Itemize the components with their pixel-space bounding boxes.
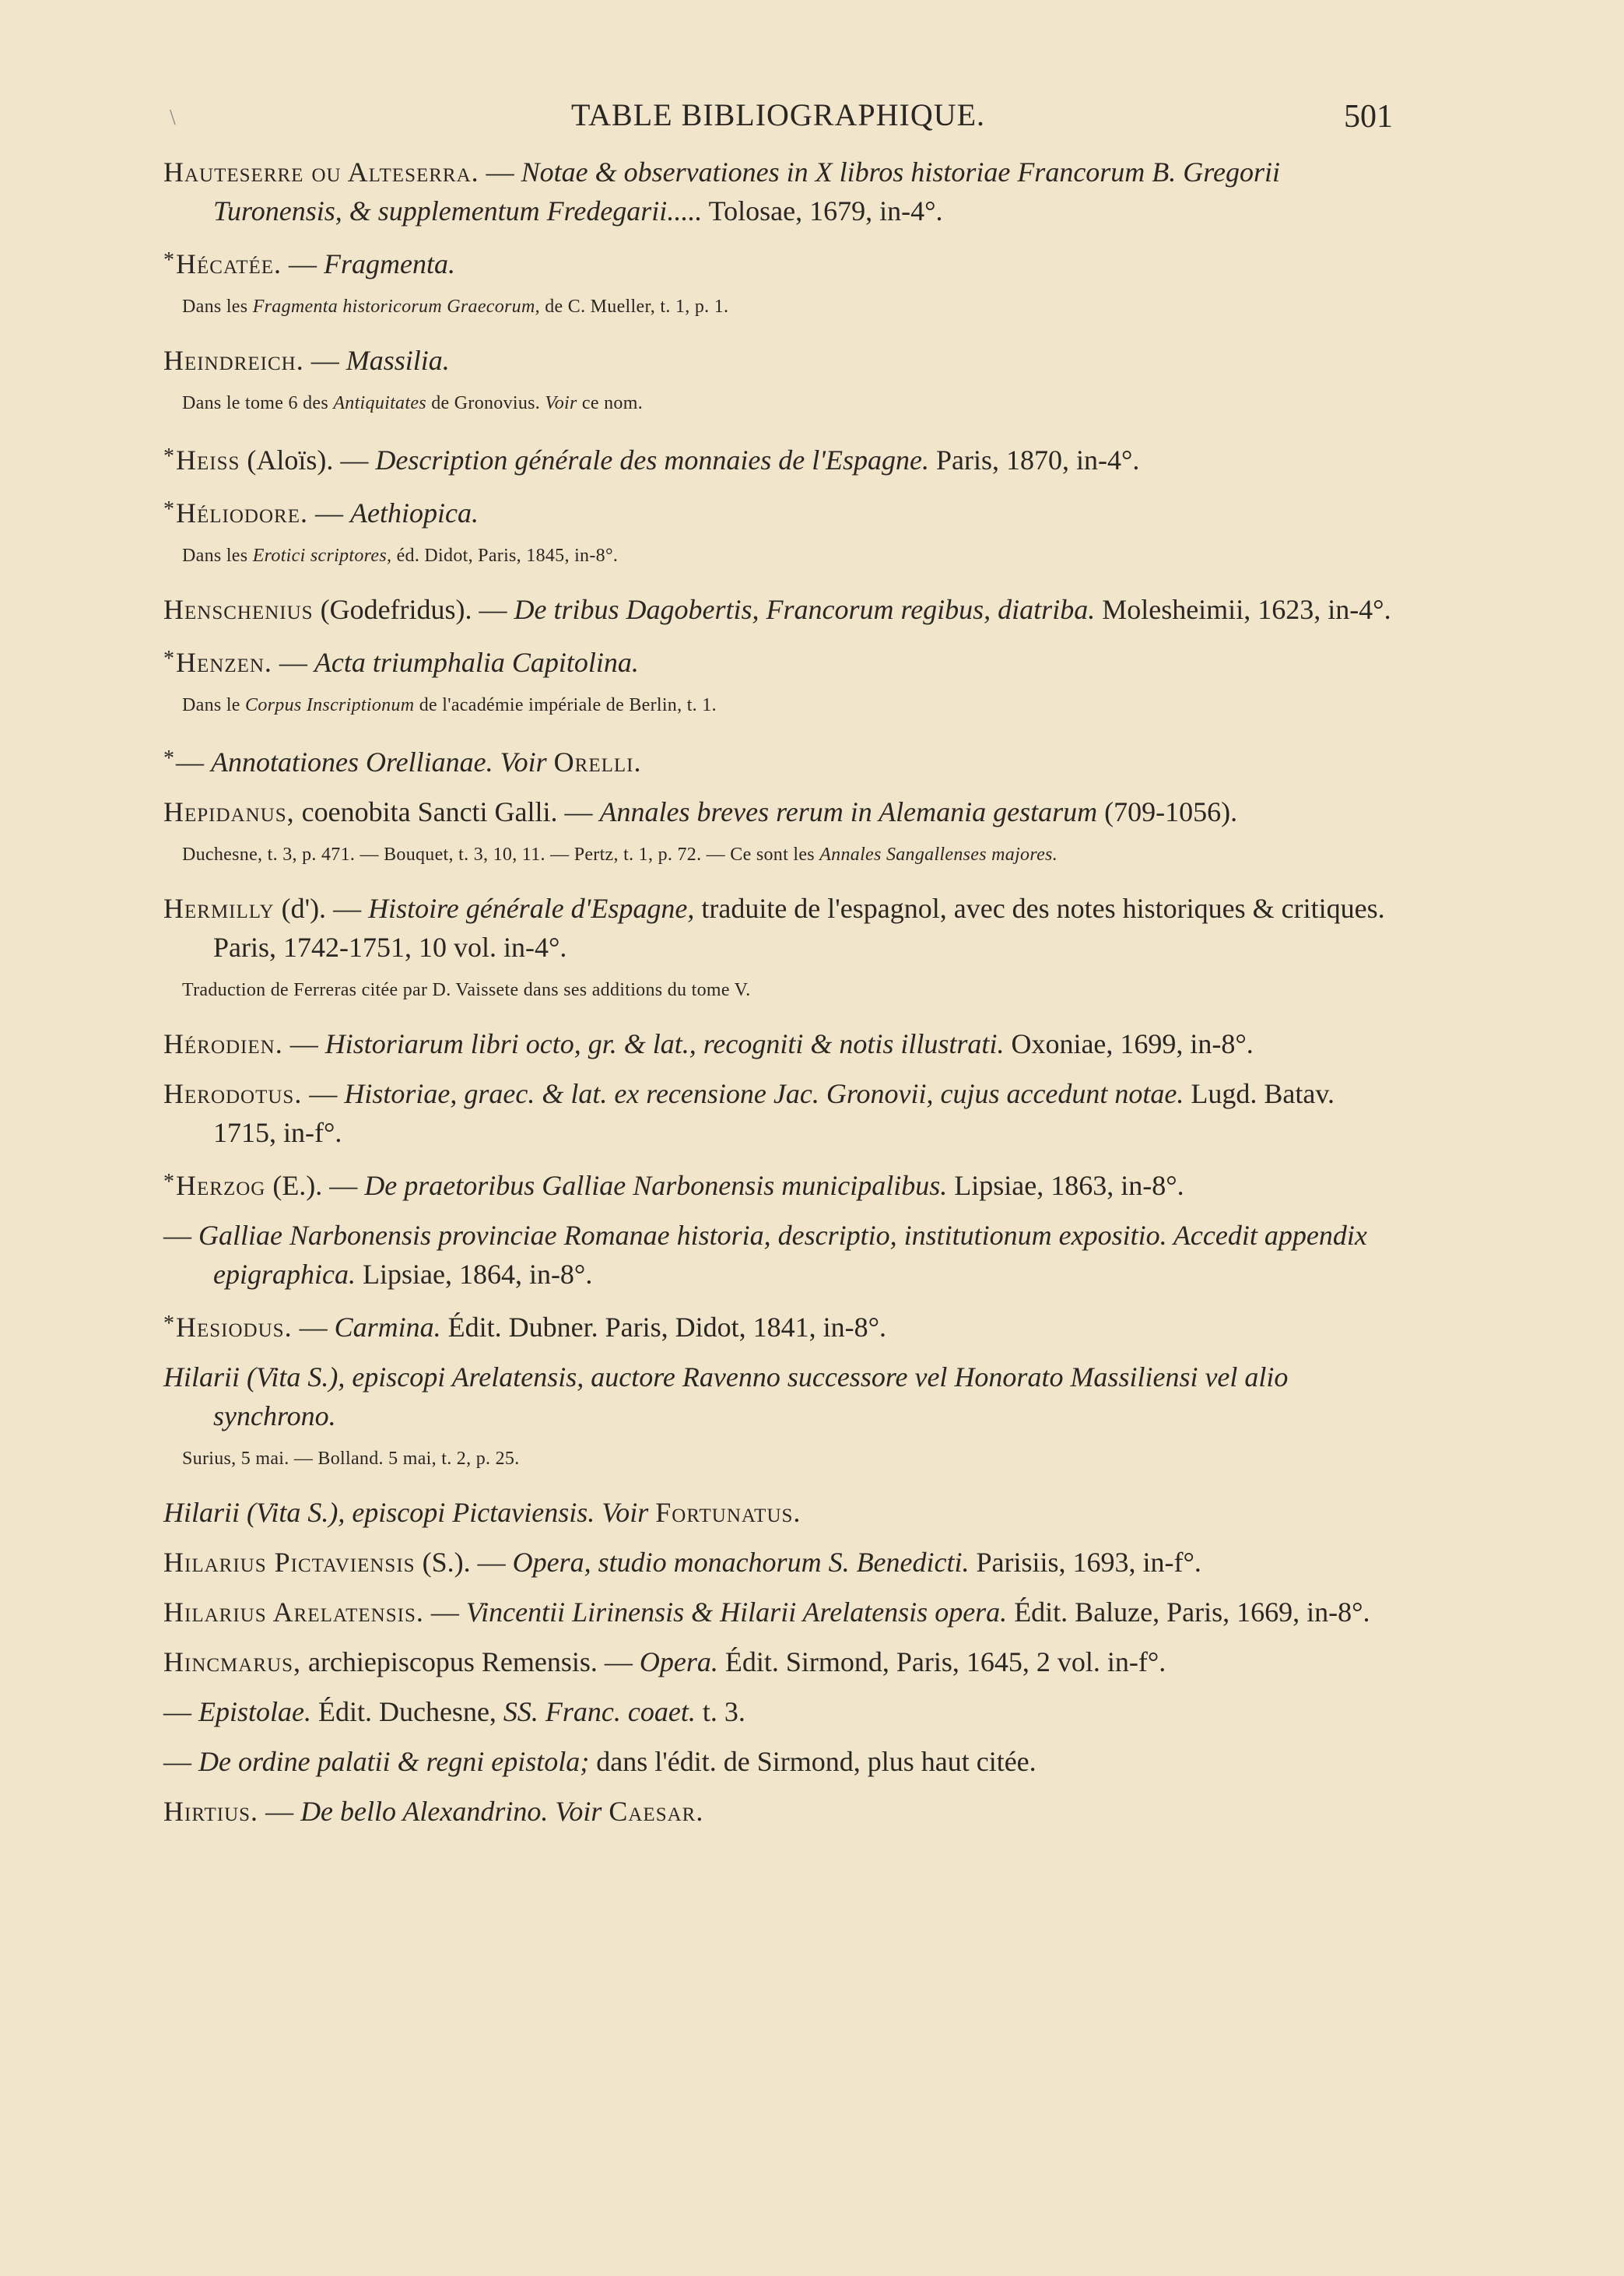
entry-imprint: Édit. Baluze, Paris, 1669, in-8°.	[1007, 1596, 1370, 1628]
entry-imprint: Molesheimii, 1623, in-4°.	[1095, 594, 1391, 625]
note-hepidanus: Duchesne, t. 3, p. 471. — Bouquet, t. 3, 10, 11. — Pertz, t. 1, p. 72. — Ce sont les Annales Sangallenses majores.	[182, 845, 1058, 865]
entry-hilarii-pictaviensis: Hilarii (Vita S.), episcopi Pictaviensis. Voir Fortunatus.	[163, 1497, 801, 1528]
entry-title: Hilarii (Vita S.), episcopi Pictaviensis.	[163, 1497, 595, 1528]
entry-henzen-annotationes: *— Annotationes Orellianae. Voir Orelli.	[163, 746, 642, 778]
entry-hincmarus-epistolae: — Epistolae. Édit. Duchesne, SS. Franc. coaet. t. 3.	[163, 1696, 745, 1727]
entry-imprint: dans l'édit. de Sirmond, plus haut citée.	[589, 1746, 1036, 1777]
asterisk-mark: *	[163, 1312, 174, 1336]
entry-hincmarus-de-ordine: — De ordine palatii & regni epistola; dans l'édit. de Sirmond, plus haut citée.	[163, 1746, 1036, 1777]
entry-title: Historiae, graec. & lat. ex recensione Jac. Gronovii, cujus accedunt notae.	[344, 1078, 1184, 1109]
entry-hincmarus: Hincmarus, archiepiscopus Remensis. — Opera. Édit. Sirmond, Paris, 1645, 2 vol. in-f°.	[163, 1646, 1166, 1677]
entry-name: Heiss	[176, 444, 240, 476]
asterisk-mark: *	[163, 1170, 174, 1194]
entry-name: Héliodore.	[176, 497, 308, 529]
entry-title: De praetoribus Galliae Narbonensis municipalibus.	[364, 1170, 948, 1201]
asterisk-mark: *	[163, 746, 174, 771]
entry-imprint: Parisiis, 1693, in-f°.	[969, 1547, 1201, 1578]
entry-title: De ordine palatii & regni epistola;	[198, 1746, 590, 1777]
entry-title: Description générale des monnaies de l'Espagne.	[375, 444, 929, 476]
entry-title: Acta triumphalia Capitolina.	[314, 647, 639, 678]
entry-henschenius: Henschenius (Godefridus). — De tribus Dagobertis, Francorum regibus, diatriba. Molesheimii, 1623, in-4°.	[163, 594, 1391, 625]
entry-name: Hilarius Pictaviensis	[163, 1547, 416, 1578]
entry-name: Hilarius Arelatensis.	[163, 1596, 424, 1628]
entry-name: Herodotus.	[163, 1078, 303, 1109]
entry-hilarii-arelatensis	[163, 1358, 1393, 1435]
note-heliodore: Dans les Erotici scriptores, éd. Didot, Paris, 1845, in-8°.	[182, 546, 619, 566]
note-hermilly: Traduction de Ferreras citée par D. Vaissete dans ses additions du tome V.	[182, 980, 751, 1000]
entry-title: Annales breves rerum in Alemania gestarum	[599, 796, 1098, 827]
entry-name: Heindreich.	[163, 345, 304, 376]
bibliography-list	[163, 153, 1393, 1842]
entry-title: Opera, studio monachorum S. Benedicti.	[512, 1547, 970, 1578]
entry-name: Herzog	[176, 1170, 266, 1201]
entry-imprint: (709-1056).	[1097, 796, 1238, 827]
entry-name: Hincmarus,	[163, 1646, 301, 1677]
entry-henzen: *Henzen. — Acta triumphalia Capitolina.	[163, 647, 639, 678]
entry-title: Annotationes Orellianae.	[211, 746, 493, 778]
entry-name: Hesiodus.	[176, 1312, 293, 1343]
entry-title: Aethiopica.	[349, 497, 479, 529]
entry-herzog-galliae: — Galliae Narbonensis provinciae Romanae historia, descriptio, institutionum expositio. Accedit appendix epigraphica. Lipsiae, 1864, in-8°.	[163, 1220, 1367, 1290]
entry-title: De bello Alexandrino.	[300, 1796, 549, 1827]
entry-imprint: Édit. Sirmond, Paris, 1645, 2 vol. in-f°.	[717, 1646, 1166, 1677]
entry-title: De tribus Dagobertis, Francorum regibus, diatriba.	[514, 594, 1096, 625]
entry-title: Massilia.	[345, 345, 450, 376]
entry-title: Vincentii Lirinensis & Hilarii Arelatensis opera.	[465, 1596, 1008, 1628]
entry-title: Carmina.	[334, 1312, 441, 1343]
entry-name: Hirtius.	[163, 1796, 259, 1827]
entry-hauteserre: Hauteserre ou Alteserra. — Notae & observationes in X libros historiae Francorum B. Gregorii Turonensis, & supplementum Fredegarii..... Tolosae, 1679, in-4°.	[163, 156, 1280, 227]
entry-name: Hérodien.	[163, 1028, 283, 1059]
entry-imprint: Lipsiae, 1864, in-8°.	[355, 1259, 593, 1290]
note-hilarii-arelatensis: Surius, 5 mai. — Bolland. 5 mai, t. 2, p. 25.	[182, 1449, 520, 1469]
entry-imprint: Lipsiae, 1863, in-8°.	[947, 1170, 1184, 1201]
note-heindreich: Dans le tome 6 des Antiquitates de Gronovius. Voir ce nom.	[182, 393, 643, 413]
entry-name: Henzen.	[176, 647, 272, 678]
entry-hirtius: Hirtius. — De bello Alexandrino. Voir Caesar.	[163, 1796, 704, 1827]
entry-hilarius-arelatensis: Hilarius Arelatensis. — Vincentii Lirinensis & Hilarii Arelatensis opera. Édit. Baluze, Paris, 1669, in-8°.	[163, 1596, 1370, 1628]
entry-imprint: Oxoniae, 1699, in-8°.	[1004, 1028, 1254, 1059]
entry-title: Notae & observationes in X libros historiae Francorum B. Gregorii Turonensis, & supplementum Fredegarii.....	[213, 156, 1280, 227]
entry-title: Histoire générale d'Espagne,	[368, 893, 695, 924]
entry-imprint: Lugd. Batav. 1715, in-f°.	[213, 1078, 1335, 1148]
entry-imprint: Paris, 1870, in-4°.	[928, 444, 1140, 476]
entry-hilarius-pictaviensis: Hilarius Pictaviensis (S.). — Opera, studio monachorum S. Benedicti. Parisiis, 1693, in-f°.	[163, 1547, 1201, 1578]
entry-hecatee: *Hécatée. — Fragmenta.	[163, 248, 456, 279]
asterisk-mark: *	[163, 248, 174, 272]
entry-herzog: *Herzog (E.). — De praetoribus Galliae Narbonensis municipalibus. Lipsiae, 1863, in-8°.	[163, 1170, 1184, 1201]
entry-name: Hauteserre ou Alteserra.	[163, 156, 479, 188]
entry-title: Opera.	[639, 1646, 718, 1677]
entry-hermilly: Hermilly (d'). — Histoire générale d'Espagne, traduite de l'espagnol, avec des notes historiques & critiques. Paris, 1742-1751, 10 vol. in-4°.	[163, 893, 1385, 963]
entry-title: Hilarii (Vita S.), episcopi Arelatensis, auctore Ravenno successore vel Honorato Massiliensi vel alio synchrono.	[163, 1361, 1289, 1431]
entry-herodien: Hérodien. — Historiarum libri octo, gr. & lat., recogniti & notis illustrati. Oxoniae, 1699, in-8°.	[163, 1028, 1254, 1059]
entry-heiss: *Heiss (Aloïs). — Description générale des monnaies de l'Espagne. Paris, 1870, in-4°.	[163, 444, 1140, 476]
entry-hesiodus: *Hesiodus. — Carmina. Édit. Dubner. Paris, Didot, 1841, in-8°.	[163, 1312, 886, 1343]
entry-imprint: traduite de l'espagnol, avec des notes historiques & critiques. Paris, 1742-1751, 10 vol. in-4°.	[213, 893, 1385, 963]
running-title: TABLE BIBLIOGRAPHIQUE.	[570, 97, 986, 132]
note-hecatee: Dans les Fragmenta historicorum Graecorum, de C. Mueller, t. 1, p. 1.	[182, 297, 729, 317]
entry-heliodore: *Héliodore. — Aethiopica.	[163, 497, 479, 529]
note-henzen: Dans le Corpus Inscriptionum de l'académie impériale de Berlin, t. 1.	[182, 695, 717, 715]
entry-name: Hepidanus,	[163, 796, 295, 827]
entry-name: Henschenius	[163, 594, 314, 625]
page-header	[163, 87, 1393, 142]
entry-title: Galliae Narbonensis provinciae Romanae historia, descriptio, institutionum expositio. Accedit appendix epigraphica.	[198, 1220, 1367, 1290]
cross-reference: Fortunatus.	[655, 1497, 801, 1528]
entry-title: Historiarum libri octo, gr. & lat., recogniti & notis illustrati.	[324, 1028, 1005, 1059]
entry-heindreich: Heindreich. — Massilia.	[163, 345, 450, 376]
page-number: 501	[1344, 99, 1393, 135]
cross-reference: Orelli.	[553, 746, 642, 778]
entry-imprint: Édit. Dubner. Paris, Didot, 1841, in-8°.	[440, 1312, 886, 1343]
asterisk-mark: *	[163, 444, 174, 469]
entry-name: Hermilly	[163, 893, 275, 924]
entry-imprint: Tolosae, 1679, in-4°.	[702, 195, 943, 227]
entry-title: Epistolae.	[198, 1696, 311, 1727]
entry-name: Hécatée.	[176, 248, 282, 279]
cross-reference: Caesar.	[609, 1796, 704, 1827]
asterisk-mark: *	[163, 647, 174, 671]
asterisk-mark: *	[163, 497, 174, 522]
entry-title: Fragmenta.	[324, 248, 456, 279]
header-mark: \	[170, 106, 176, 130]
entry-hepidanus: Hepidanus, coenobita Sancti Galli. — Annales breves rerum in Alemania gestarum (709-1056).	[163, 796, 1238, 827]
entry-herodotus: Herodotus. — Historiae, graec. & lat. ex recensione Jac. Gronovii, cujus accedunt notae. Lugd. Batav. 1715, in-f°.	[163, 1078, 1335, 1148]
